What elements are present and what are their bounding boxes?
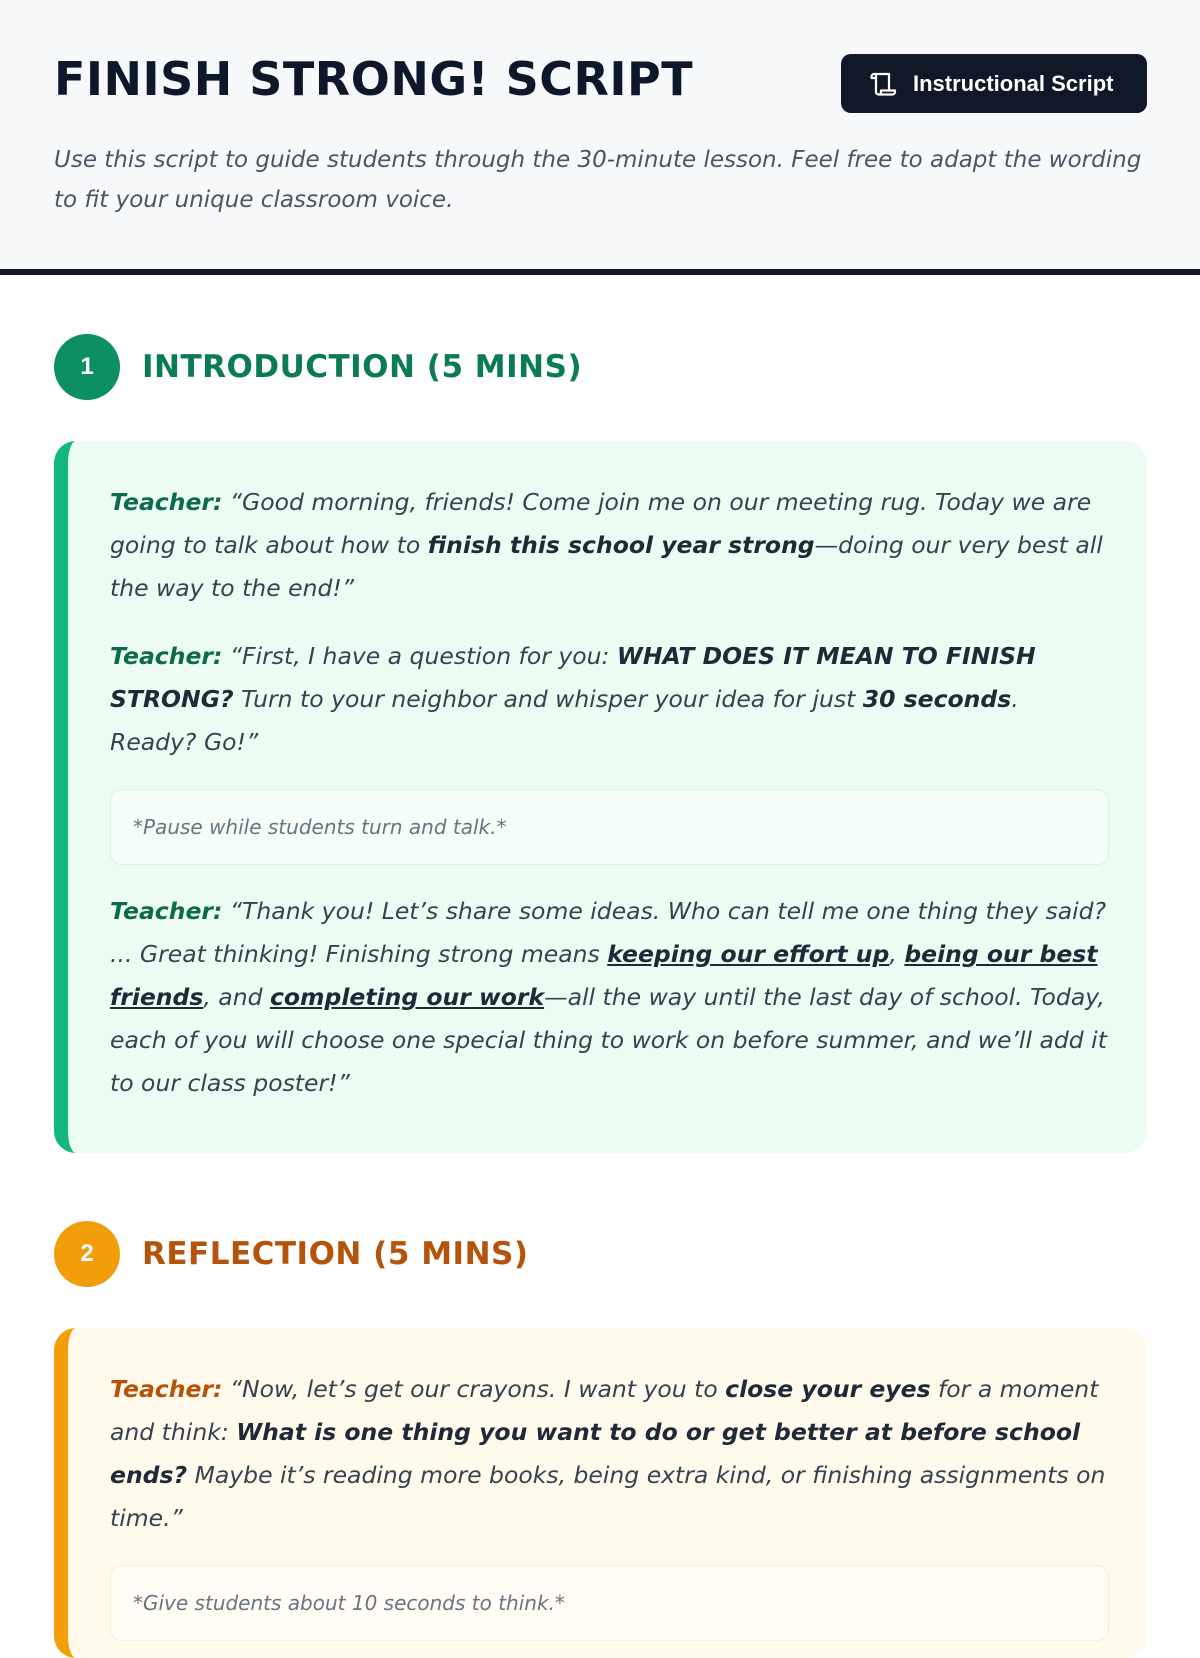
section-2-card — [54, 1328, 1147, 1658]
page-header — [0, 0, 1200, 275]
section-number: 2 — [54, 1221, 120, 1287]
section-2-heading — [54, 1221, 529, 1287]
section-title: INTRODUCTION (5 MINS) — [142, 349, 583, 385]
section-title: REFLECTION (5 MINS) — [142, 1236, 529, 1272]
section-1-heading — [54, 334, 582, 400]
script-paragraph: Teacher: “Good morning, friends! Come join me on our meeting rug. Today we are going to talk about how to finish this school year strong—doing our very best all the way to the end!” — [110, 488, 1103, 602]
page-title: FINISH STRONG! SCRIPT — [54, 52, 694, 106]
section-1-card — [54, 441, 1147, 1153]
scroll-icon — [869, 70, 897, 98]
speaker-label: Teacher: — [110, 1375, 223, 1403]
stage-direction-note: *Pause while students turn and talk.* — [110, 789, 1109, 865]
section-number: 1 — [54, 334, 120, 400]
script-paragraph: Teacher: “Thank you! Let’s share some ideas. Who can tell me one thing they said? ... Great thinking! Finishing strong means keeping our effort up, being our best friends, and completing our work—all the way until the last day of school. Today, each of you will choose one special thing to work on before summer, and we’ll add it to our class poster!” — [110, 897, 1107, 1097]
speaker-label: Teacher: — [110, 897, 223, 925]
instructional-script-badge — [841, 54, 1147, 113]
badge-label: Instructional Script — [913, 70, 1114, 96]
script-paragraph: Teacher: “Now, let’s get our crayons. I want you to close your eyes for a moment and think: What is one thing you want to do or get better at before school ends? Maybe it’s reading more books, being extra kind, or finishing assignments on time.” — [110, 1375, 1106, 1532]
speaker-label: Teacher: — [110, 488, 223, 516]
script-paragraph: Teacher: “First, I have a question for you: WHAT DOES IT MEAN TO FINISH STRONG? Turn to your neighbor and whisper your idea for just 30 seconds. Ready? Go!” — [110, 642, 1036, 756]
speaker-label: Teacher: — [110, 642, 223, 670]
intro-text: Use this script to guide students through the 30-minute lesson. Feel free to adapt the wording to fit your unique classroom voice. — [54, 147, 1142, 213]
stage-direction-note: *Give students about 10 seconds to think.* — [110, 1565, 1109, 1641]
